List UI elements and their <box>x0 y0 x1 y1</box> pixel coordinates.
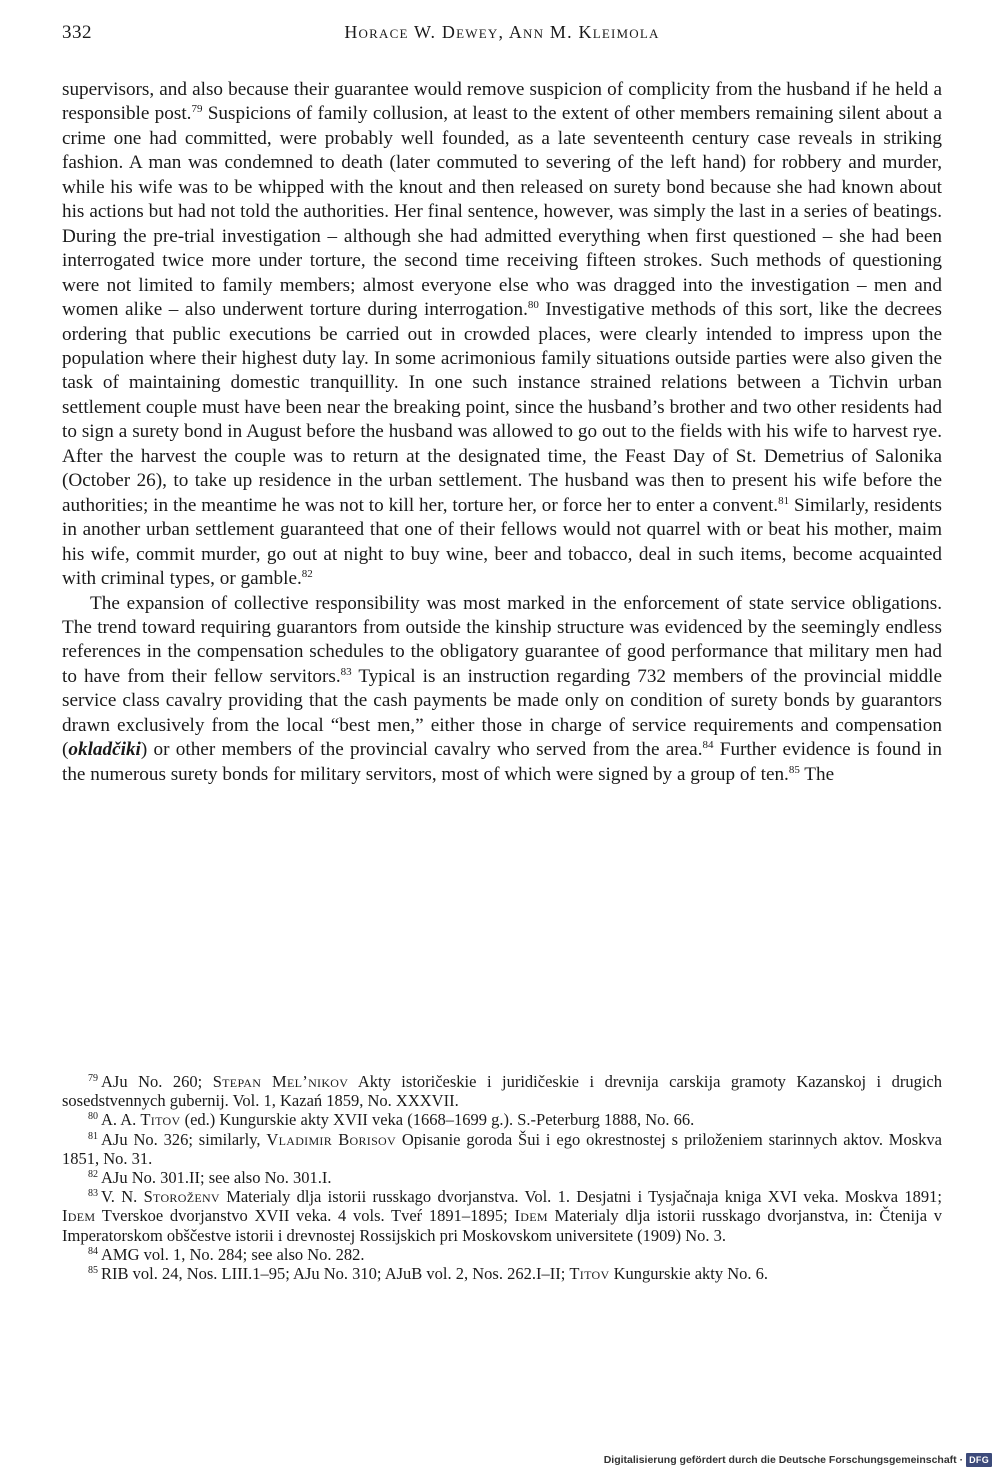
footnote-number: 82 <box>88 1169 98 1181</box>
footnote-ref: 80 <box>527 299 539 312</box>
footnote-83 <box>62 1187 942 1245</box>
author-name: Titov <box>140 1110 181 1130</box>
author-name: Idem <box>514 1206 548 1226</box>
footnote-ref: 85 <box>788 763 800 776</box>
footnotes <box>62 1072 942 1283</box>
text-run: Akty istoričeskie i juridičeskie i drevnija carskija gramoty Kazanskoj i drugich sosedstvennych gubernij. Vol. 1, Kazań 1859, No. XXXVII. <box>62 1072 943 1111</box>
footnote-ref: 84 <box>702 739 714 752</box>
footnote-ref: 83 <box>340 665 352 678</box>
dfg-logo: DFG <box>966 1453 992 1467</box>
text-run: Similarly, residents in another urban settlement guaranteed that one of their fellows would not quarrel with or beat his mother, maim his wife, commit murder, go out at night to buy wine, beer and tobacco, deal in such items, become acquainted with criminal types, or gamble. <box>62 494 942 590</box>
page-number: 332 <box>62 22 92 43</box>
text-run: A. A. <box>101 1110 141 1130</box>
footnote-ref: 79 <box>191 103 203 116</box>
running-title: Horace W. Dewey, Ann M. Kleimola <box>344 22 660 42</box>
footnote-80 <box>62 1110 942 1129</box>
text-run: Tverskoe dvorjanstvo XVII veka. 4 vols. Tveŕ 1891–1895; <box>95 1206 515 1226</box>
footnote-number: 81 <box>88 1130 98 1142</box>
footnote-79 <box>62 1072 942 1110</box>
author-name: Stepan Mel’nikov <box>212 1072 349 1091</box>
text-run: The expansion of collective responsibility was most marked in the enforcement of state service obligations. The trend toward requiring guarantors from outside the kinship structure was evidenced by the seemingly endless references in the compensation schedules to the obligatory guarantee of good performance that military men had to have from their fellow servitors. <box>62 592 942 687</box>
text-run: RIB vol. 24, Nos. LIII.1–95; AJu No. 310; AJuB vol. 2, Nos. 262.I–II; <box>101 1264 570 1284</box>
author-name: Idem <box>62 1206 96 1226</box>
footnote-number: 83 <box>88 1188 98 1200</box>
text-run: V. N. <box>101 1187 144 1207</box>
author-name: Vladimir Borisov <box>266 1129 396 1149</box>
text-run: Opisanie goroda Šui i ego okrestnostej s priloženiem starinnych aktov. Moskva 1851, No. 31. <box>62 1129 942 1168</box>
text-run: Suspicions of family collusion, at least to the extent of other members remaining silent about a crime one had committed, were probably well founded, as a late seventeenth century case reveals in striking fashion. A man was condemned to death (later commuted to severing of the left hand) for robbery and murder, while his wife was to be whipped with the knout and then released on surety bond because she had known about his actions but had not told the authorities. Her final sentence, however, was simply the last in a series of beatings. During the pre-trial investigation – although she had admitted everything when first questioned – she had been interrogated twice more under torture, the second time receiving fifteen strokes. Such methods of questioning were not limited to family members; almost everyone else who was dragged into the investigation – men and women alike – also underwent torture during interrogation. <box>62 103 942 321</box>
author-name: Storoženv <box>143 1187 220 1207</box>
text-run: Further evidence is found in the numerous surety bonds for military servitors, most of which were signed by a group of ten. <box>62 739 942 785</box>
footnote-ref: 81 <box>778 494 790 507</box>
text-run: (ed.) Kungurskie akty XVII veka (1668–1699 g.). S.-Peterburg 1888, No. 66. <box>180 1110 695 1130</box>
footnote-number: 85 <box>88 1265 98 1277</box>
emphasized-term: okladčiki <box>68 739 141 761</box>
footnote-82 <box>62 1168 942 1187</box>
text-run: AMG vol. 1, No. 284; see also No. 282. <box>101 1244 365 1264</box>
text-run: Kungurskie akty No. 6. <box>609 1264 769 1284</box>
text-run: AJu No. 260; <box>101 1072 213 1091</box>
digitization-credit <box>604 1450 992 1470</box>
text-run: AJu No. 326; similarly, <box>101 1129 267 1149</box>
footnote-85 <box>62 1264 942 1283</box>
body-text <box>62 78 942 787</box>
footnote-number: 79 <box>88 1073 98 1084</box>
paragraph <box>62 78 942 592</box>
footnote-number: 80 <box>88 1111 98 1123</box>
author-name: Titov <box>569 1264 610 1284</box>
page-header <box>62 22 942 52</box>
footnote-ref: 82 <box>301 568 313 581</box>
text-run: supervisors, and also because their guarantee would remove suspicion of complicity from the husband if he held a responsible post. <box>62 79 942 125</box>
footnote-number: 84 <box>88 1245 98 1257</box>
text-run: Materialy dlja istorii russkago dvorjanstva, in: Čtenija v Imperatorskom obščestve istorii i drevnostej Rossijskich pri Moskovskom universitete (1909) No. 3. <box>62 1206 942 1245</box>
text-run: Materialy dlja istorii russkago dvorjanstva. Vol. 1. Desjatni i Tysjačnaja kniga XVI veka. Moskva 1891; <box>219 1187 942 1207</box>
credit-text: Digitalisierung gefördert durch die Deutsche Forschungsgemeinschaft · <box>603 1454 964 1466</box>
text-run: Typical is an instruction regarding 732 members of the provincial middle service class cavalry providing that the cash payments be made only on condition of surety bonds by guarantors drawn exclusively from the local “best men,” either those in charge of service requirements and compensation ( <box>62 665 943 761</box>
paragraph <box>62 592 942 788</box>
text-run: AJu No. 301.II; see also No. 301.I. <box>101 1168 332 1188</box>
footnote-84 <box>62 1245 942 1264</box>
text-run: Investigative methods of this sort, like the decrees ordering that public executions be carried out in crowded places, were clearly intended to impress upon the population where their highest duty lay. In some acrimonious family situations outside parties were also given the task of maintaining domestic tranquillity. In one such instance strained relations between a Tichvin urban settlement couple must have been near the breaking point, since the husband’s brother and two other residents had to sign a surety bond in August before the husband was allowed to go out to the fields with his wife to harvest rye. After the harvest the couple was to return at the designated time, the Feast Day of St. Demetrius of Salonika (October 26), to take up residence in the urban settlement. The husband was then to present his wife before the authorities; in the meantime he was not to kill her, torture her, or force her to enter a convent. <box>62 299 943 516</box>
text-run: ) or other members of the provincial cavalry who served from the area. <box>140 739 703 761</box>
footnote-81 <box>62 1130 942 1168</box>
text-run: The <box>799 763 835 785</box>
